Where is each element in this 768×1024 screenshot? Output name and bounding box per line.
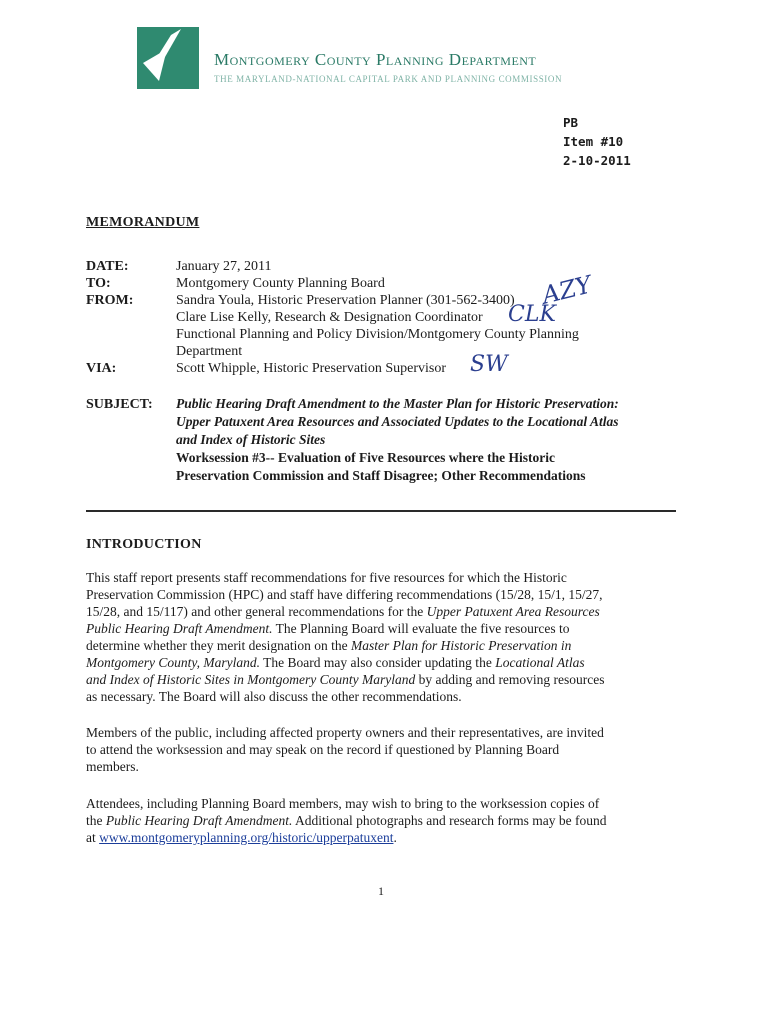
subject-line-1: Public Hearing Draft Amendment to the Master Plan for Historic Preservation:: [176, 396, 619, 411]
from-line-1: Sandra Youla, Historic Preservation Planner (301-562-3400): [176, 293, 515, 308]
p1-l4a: Public Hearing Draft Amendment.: [86, 621, 273, 636]
p3-line-1: Attendees, including Planning Board members, may wish to bring to the worksession copies of: [86, 796, 600, 811]
p1-line-2: Preservation Commission (HPC) and staff have differing recommendations (15/28, 15/1, 15/27,: [86, 587, 603, 602]
subject-text: [176, 395, 686, 485]
subject-line-3: and Index of Historic Sites: [176, 432, 326, 447]
p1-line-4: [86, 620, 686, 637]
subject-line-4: Worksession #3-- Evaluation of Five Resources where the Historic: [176, 450, 555, 465]
intro-paragraph-3: [86, 795, 686, 846]
org-subtitle: THE MARYLAND-NATIONAL CAPITAL PARK AND PLANNING COMMISSION: [214, 74, 563, 84]
p1-l5b: Master Plan for Historic Preservation in: [351, 638, 572, 653]
section-heading-introduction: INTRODUCTION: [86, 537, 202, 552]
page-number: 1: [378, 884, 384, 898]
agenda-item: Item #10: [563, 134, 624, 149]
initials-clk: CLK: [508, 302, 556, 327]
p3-line-3: [86, 829, 686, 846]
date-value: January 27, 2011: [176, 259, 272, 274]
p3-l3a: at: [86, 830, 100, 845]
intro-paragraph-2: [86, 724, 686, 775]
to-value: Montgomery County Planning Board: [176, 276, 385, 291]
upper-patuxent-link[interactable]: www.montgomeryplanning.org/historic/upperpatuxent: [99, 830, 394, 845]
initials-azy: AZY: [539, 270, 595, 310]
from-line-4: Department: [176, 344, 243, 359]
p1-l5a: determine whether they merit designation on the: [86, 638, 352, 653]
p3-l2a: the: [86, 813, 106, 828]
p1-line-7: [86, 671, 686, 688]
from-line-2: Clare Lise Kelly, Research & Designation Coordinator: [176, 310, 483, 325]
divider-rule: [86, 510, 676, 512]
p3-line-2: [86, 812, 686, 829]
p1-line-6: [86, 654, 686, 671]
p1-l7b: by adding and removing resources: [415, 672, 605, 687]
agenda-board: PB: [563, 115, 579, 130]
via-label: VIA:: [86, 361, 117, 376]
p1-l3b: Upper Patuxent Area Resources: [426, 604, 600, 619]
p2-line-3: members.: [86, 759, 139, 774]
agenda-stamp: [563, 113, 631, 170]
org-name: Montgomery County Planning Department: [214, 50, 537, 69]
date-label: DATE:: [86, 259, 129, 274]
p1-line-8: as necessary. The Board will also discuss the other recommendations.: [86, 689, 462, 704]
agenda-date: 2-10-2011: [563, 153, 631, 168]
from-label: FROM:: [86, 293, 134, 308]
p1-l4b: The Planning Board will evaluate the five resources to: [272, 621, 570, 636]
mncppc-logo-icon: [137, 27, 199, 89]
subject-line-5: Preservation Commission and Staff Disagree; Other Recommendations: [176, 468, 586, 483]
subject-label: SUBJECT:: [86, 397, 153, 412]
subject-line-2: Upper Patuxent Area Resources and Associated Updates to the Locational Atlas: [176, 414, 619, 429]
p2-line-1: Members of the public, including affected property owners and their representatives, are invited: [86, 725, 604, 740]
intro-paragraph-1: [86, 569, 686, 705]
p3-l2c: Additional photographs and research forms may be found: [292, 813, 607, 828]
memo-title: MEMORANDUM: [86, 215, 200, 230]
p2-line-2: to attend the worksession and may speak on the record if questioned by Planning Board: [86, 742, 560, 757]
p1-l6b: The Board may also consider updating the: [259, 655, 496, 670]
initials-sw: SW: [470, 352, 508, 377]
via-value: Scott Whipple, Historic Preservation Supervisor: [176, 361, 446, 376]
p1-l6a: Montgomery County, Maryland.: [86, 655, 260, 670]
p1-line-1: This staff report presents staff recommendations for five resources for which the Historic: [86, 570, 567, 585]
p3-l3b: .: [393, 830, 397, 845]
p1-line-3: [86, 603, 686, 620]
p1-line-5: [86, 637, 686, 654]
p3-l2b: Public Hearing Draft Amendment.: [105, 813, 293, 828]
p1-l6c: Locational Atlas: [495, 655, 585, 670]
from-line-3: Functional Planning and Policy Division/Montgomery County Planning: [176, 327, 579, 342]
p1-l7a: and Index of Historic Sites in Montgomery County Maryland: [86, 672, 416, 687]
p1-l3a: 15/28, and 15/117) and other general recommendations for the: [86, 604, 427, 619]
to-label: TO:: [86, 276, 111, 291]
